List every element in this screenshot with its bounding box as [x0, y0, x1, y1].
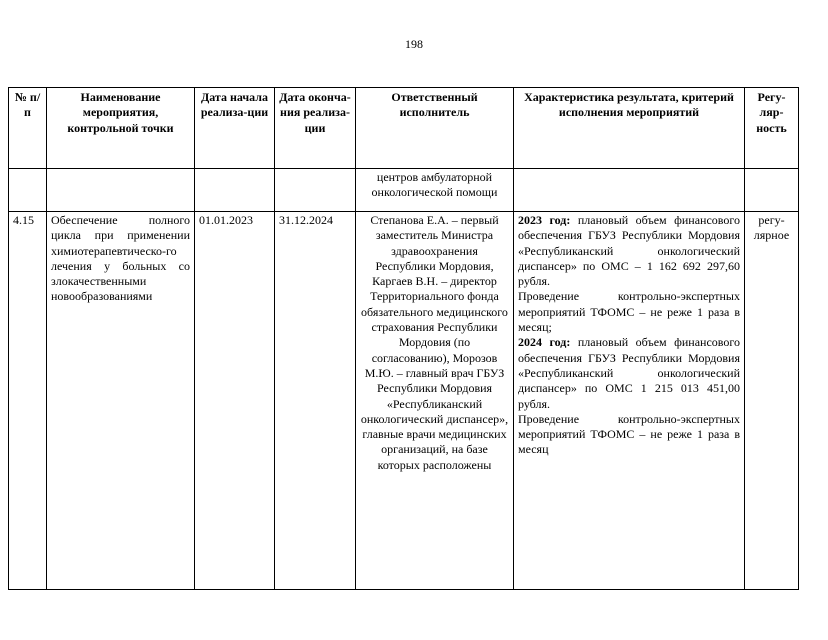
row-name: Обеспечение полного цикла при применении химиотерапевтическо-го лечения у больных со злокачественными новообразованиями [47, 212, 195, 590]
row-num: 4.15 [9, 212, 47, 590]
result-control-2024: Проведение контрольно-экспертных мероприятий ТФОМС – не реже 1 раза в месяц [518, 411, 740, 457]
header-start-date: Дата начала реализа-ции [195, 88, 275, 169]
row-regularity: регу-лярное [745, 212, 799, 590]
result-year-2023: 2023 год: [518, 213, 571, 227]
continuation-row [9, 169, 799, 212]
header-row [9, 88, 799, 169]
cont-start-cell [195, 169, 275, 212]
cont-name-cell [47, 169, 195, 212]
header-responsible: Ответственный исполнитель [356, 88, 514, 169]
cont-responsible-cell: центров амбулаторной онкологической помощи [356, 169, 514, 212]
row-responsible: Степанова Е.А. – первый заместитель Министра здравоохранения Республики Мордовия, Каргаев В.Н. – директор Территориального фонда обязательного медицинского страхования Республики Мордовия (по согласованию), Морозов М.Ю. – главный врач ГБУЗ Республики Мордовия «Республиканский онкологический диспансер», главные врачи медицинских организаций, на базе которых расположены [356, 212, 514, 590]
table-row [9, 212, 799, 590]
header-regularity: Регу-ляр-ность [745, 88, 799, 169]
row-end-date: 31.12.2024 [275, 212, 356, 590]
header-end-date: Дата оконча-ния реализа-ции [275, 88, 356, 169]
result-control-2023: Проведение контрольно-экспертных мероприятий ТФОМС – не реже 1 раза в месяц; [518, 289, 740, 335]
cont-end-cell [275, 169, 356, 212]
result-text-2024: плановый объем финансового обеспечения ГБУЗ Республики Мордовия «Республиканский онкологический диспансер» по ОМС 1 215 013 451,00 рубля. [518, 335, 741, 411]
result-text-2023: плановый объем финансового обеспечения ГБУЗ Республики Мордовия «Республиканский онкологический диспансер» по ОМС – 1 162 692 297,60 рубля. [518, 213, 741, 289]
header-num: № п/п [9, 88, 47, 169]
cont-regularity-cell [745, 169, 799, 212]
measures-table [8, 87, 799, 590]
cont-result-cell [514, 169, 745, 212]
header-name: Наименование мероприятия, контрольной точки [47, 88, 195, 169]
header-result: Характеристика результата, критерий исполнения мероприятий [514, 88, 745, 169]
result-year-2024: 2024 год: [518, 335, 571, 350]
page-number: 198 [405, 37, 423, 51]
row-result [514, 212, 745, 590]
row-start-date: 01.01.2023 [195, 212, 275, 590]
cont-num-cell [9, 169, 47, 212]
